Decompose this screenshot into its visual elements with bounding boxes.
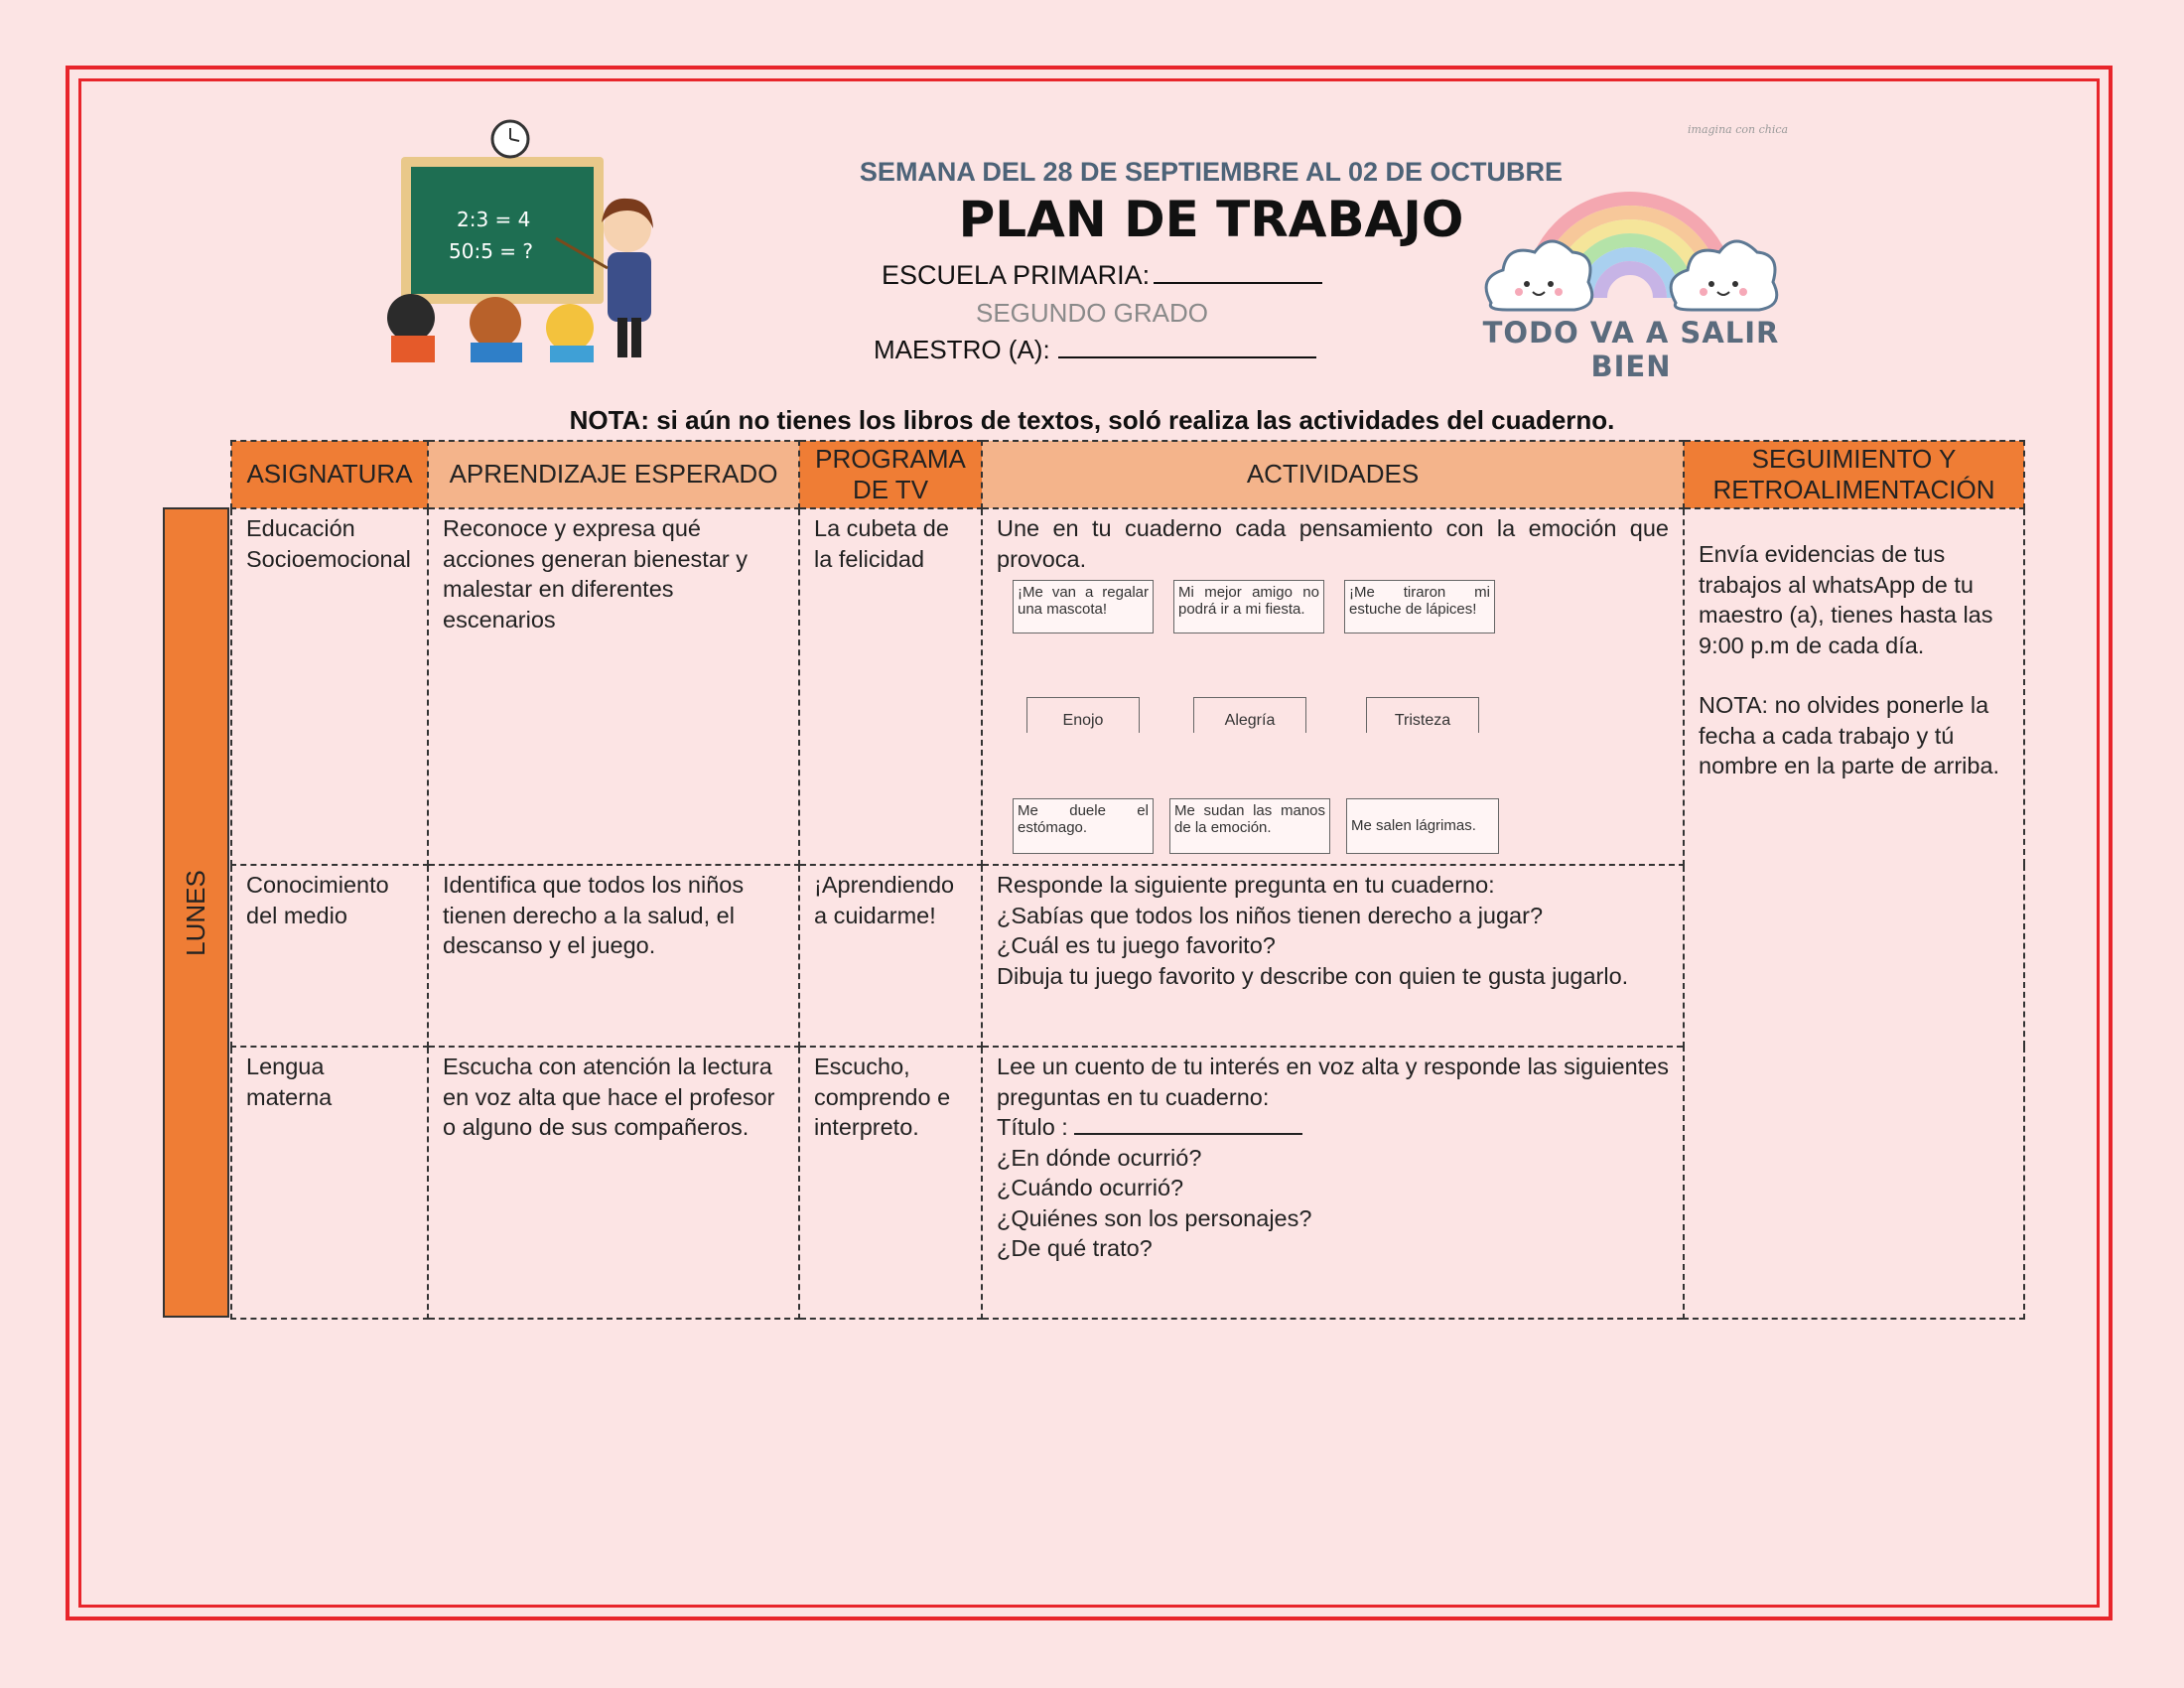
activity-line: Responde la siguiente pregunta en tu cuaderno: — [997, 872, 1495, 898]
emotion-box: Alegría — [1193, 697, 1306, 733]
activity-line: Dibuja tu juego favorito y describe con quien te gusta jugarlo. — [997, 962, 1629, 989]
question-line: ¿En dónde ocurrió? — [997, 1144, 1202, 1171]
signature-text: imagina con chica — [1688, 123, 1789, 136]
question-line: ¿De qué trato? — [997, 1235, 1153, 1261]
sensation-box: Me duele el estómago. — [1013, 798, 1154, 854]
activities-cell — [982, 508, 1684, 865]
subject-cell: Educación Socioemocional — [231, 508, 428, 865]
activities-cell — [982, 1047, 1684, 1319]
activity-line: ¿Cuál es tu juego favorito? — [997, 932, 1276, 958]
table-row — [231, 508, 2024, 865]
header-subject: ASIGNATURA — [231, 441, 428, 508]
header-activities: ACTIVIDADES — [982, 441, 1684, 508]
sensation-box: Me salen lágrimas. — [1346, 798, 1499, 854]
learning-cell: Reconoce y expresa qué acciones generan bienestar y malestar en diferentes escenarios — [428, 508, 799, 865]
emotion-box: Tristeza — [1366, 697, 1479, 733]
note-text: NOTA: si aún no tienes los libros de textos, soló realiza las actividades del cuaderno. — [569, 405, 1615, 435]
school-label: ESCUELA PRIMARIA: — [882, 260, 1151, 290]
grade-text: SEGUNDO GRADO — [975, 298, 1209, 328]
students-figures — [387, 294, 594, 362]
followup-note: NOTA: no olvides ponerle la fecha a cada trabajo y tú nombre en la parte de arriba. — [1699, 692, 2000, 778]
header-learning: APRENDIZAJE ESPERADO — [428, 441, 799, 508]
week-range: SEMANA DEL 28 DE SEPTIEMBRE AL 02 DE OCTUBRE — [859, 157, 1564, 187]
day-label-text: LUNES — [181, 869, 211, 956]
thought-box: ¡Me tiraron mi estuche de lápices! — [1344, 580, 1495, 633]
clock-icon — [492, 121, 528, 157]
header-program: PROGRAMA DE TV — [799, 441, 982, 508]
sensation-box: Me sudan las manos de la emoción. — [1169, 798, 1330, 854]
emotion-box: Enojo — [1026, 697, 1140, 733]
board-line-1: 2:3 = 4 — [457, 208, 531, 231]
activities-cell — [982, 865, 1684, 1047]
followup-cell — [1684, 508, 2024, 1319]
program-cell: La cubeta de la felicidad — [799, 508, 982, 865]
question-line: ¿Quiénes son los personajes? — [997, 1204, 1312, 1231]
slogan-text: TODO VA A SALIR BIEN — [1482, 316, 1780, 383]
plan-table — [230, 440, 2025, 1320]
subject-cell: Lengua materna — [231, 1047, 428, 1319]
learning-cell: Identifica que todos los niños tienen derecho a la salud, el descanso y el juego. — [428, 865, 799, 1047]
thought-box: Mi mejor amigo no podrá ir a mi fiesta. — [1173, 580, 1324, 633]
cloud-left-icon — [1486, 241, 1592, 310]
day-label — [163, 507, 229, 1318]
board-line-2: 50:5 = ? — [449, 239, 533, 263]
followup-instructions: Envía evidencias de tus trabajos al whatsApp de tu maestro (a), tienes hasta las 9:00 p.m de cada día. — [1699, 541, 1993, 658]
program-cell: ¡Aprendiendo a cuidarme! — [799, 865, 982, 1047]
teacher-blank-line — [1058, 335, 1316, 358]
subject-cell: Conocimiento del medio — [231, 865, 428, 1047]
emotion-matching-exercise — [997, 580, 1669, 850]
activity-intro: Lee un cuento de tu interés en voz alta y responde las siguientes preguntas en tu cuaderno: — [997, 1054, 1669, 1110]
thought-box: ¡Me van a regalar una mascota! — [1013, 580, 1154, 633]
learning-cell: Escucha con atención la lectura en voz alta que hace el profesor o alguno de sus compañeros. — [428, 1047, 799, 1319]
page-title: PLAN DE TRABAJO — [958, 191, 1464, 248]
teacher-label: MAESTRO (A): — [874, 335, 1050, 364]
school-field — [882, 260, 1322, 291]
title-field — [997, 1112, 1669, 1143]
teacher-field — [874, 335, 1316, 365]
title-label: Título : — [997, 1114, 1068, 1140]
header-followup: SEGUIMIENTO Y RETROALIMENTACIÓN — [1684, 441, 2024, 508]
question-line: ¿Cuándo ocurrió? — [997, 1175, 1184, 1200]
classroom-illustration — [371, 119, 665, 362]
title-blank-line — [1074, 1113, 1302, 1135]
school-blank-line — [1154, 260, 1322, 284]
activity-line: ¿Sabías que todos los niños tienen derecho a jugar? — [997, 902, 1544, 928]
program-cell: Escucho, comprendo e interpreto. — [799, 1047, 982, 1319]
activity-intro: Une en tu cuaderno cada pensamiento con la emoción que provoca. — [997, 515, 1669, 572]
table-header-row — [231, 441, 2024, 508]
